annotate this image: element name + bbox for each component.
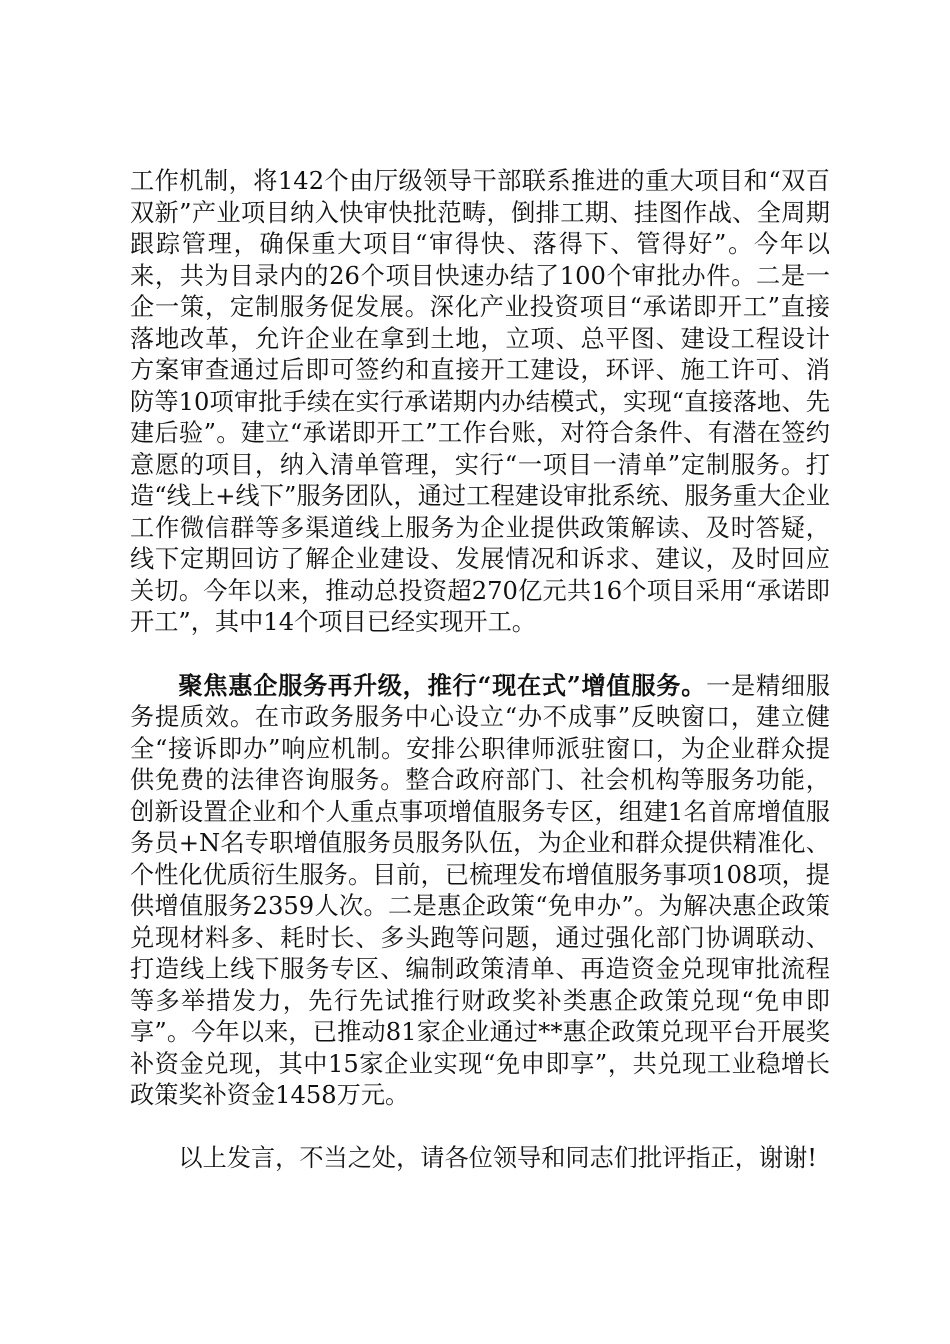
paragraph-text: 一是精细服务提质效。在市政务服务中心设立“办不成事”反映窗口，建立健全“接诉即办”响应机制。安排公职律师派驻窗口，为企业群众提供免费的法律咨询服务。整合政府部门、社会机构等服务功能，创新设置企业和个人重点事项增值服务专区，组建1名首席增值服务员+N名专职增值服务员服务队伍，为企业和群众提供精准化、个性化优质衍生服务。目前，已梳理发布增值服务事项108项，提供增值服务2359人次。二是惠企政策“免申办”。为解决惠企政策兑现材料多、耗时长、多头跑等问题，通过强化部门协调联动、打造线上线下服务专区、编制政策清单、再造资金兑现审批流程等多举措发力，先行先试推行财政奖补类惠企政策兑现“免申即享”。今年以来，已推动81家企业通过**惠企政策兑现平台开展奖补资金兑现，其中15家企业实现“免申即享”，共兑现工业稳增长政策奖补资金1458万元。 (130, 671, 830, 1109)
paragraph-text: 工作机制，将142个由厅级领导干部联系推进的重大项目和“双百双新”产业项目纳入快审快批范畴，倒排工期、挂图作战、全周期跟踪管理，确保重大项目“审得快、落得下、管得好”。今年以来，共为目录内的26个项目快速办结了100个审批办件。二是一企一策，定制服务促发展。深化产业投资项目“承诺即开工”直接落地改革，允许企业在拿到土地，立项、总平图、建设工程设计方案审查通过后即可签约和直接开工建设，环评、施工许可、消防等10项审批手续在实行承诺期内办结模式，实现“直接落地、先建后验”。建立“承诺即开工”工作台账，对符合条件、有潜在签约意愿的项目，纳入清单管理，实行“一项目一清单”定制服务。打造“线上+线下”服务团队，通过工程建设审批系统、服务重大企业工作微信群等多渠道线上服务为企业提供政策解读、及时答疑，线下定期回访了解企业建设、发展情况和诉求、建议，及时回应关切。今年以来，推动总投资超270亿元共16个项目采用“承诺即开工”，其中14个项目已经实现开工。 (130, 167, 830, 636)
paragraph-heading: 聚焦惠企服务再升级，推行“现在式”增值服务。 (178, 670, 707, 700)
document-body (130, 166, 830, 1174)
paragraph-value-added-service (130, 670, 830, 1112)
paragraph-closing (130, 1143, 830, 1175)
paragraph-continuation (130, 166, 830, 639)
paragraph-text: 以上发言，不当之处，请各位领导和同志们批评指正，谢谢! (178, 1143, 817, 1172)
